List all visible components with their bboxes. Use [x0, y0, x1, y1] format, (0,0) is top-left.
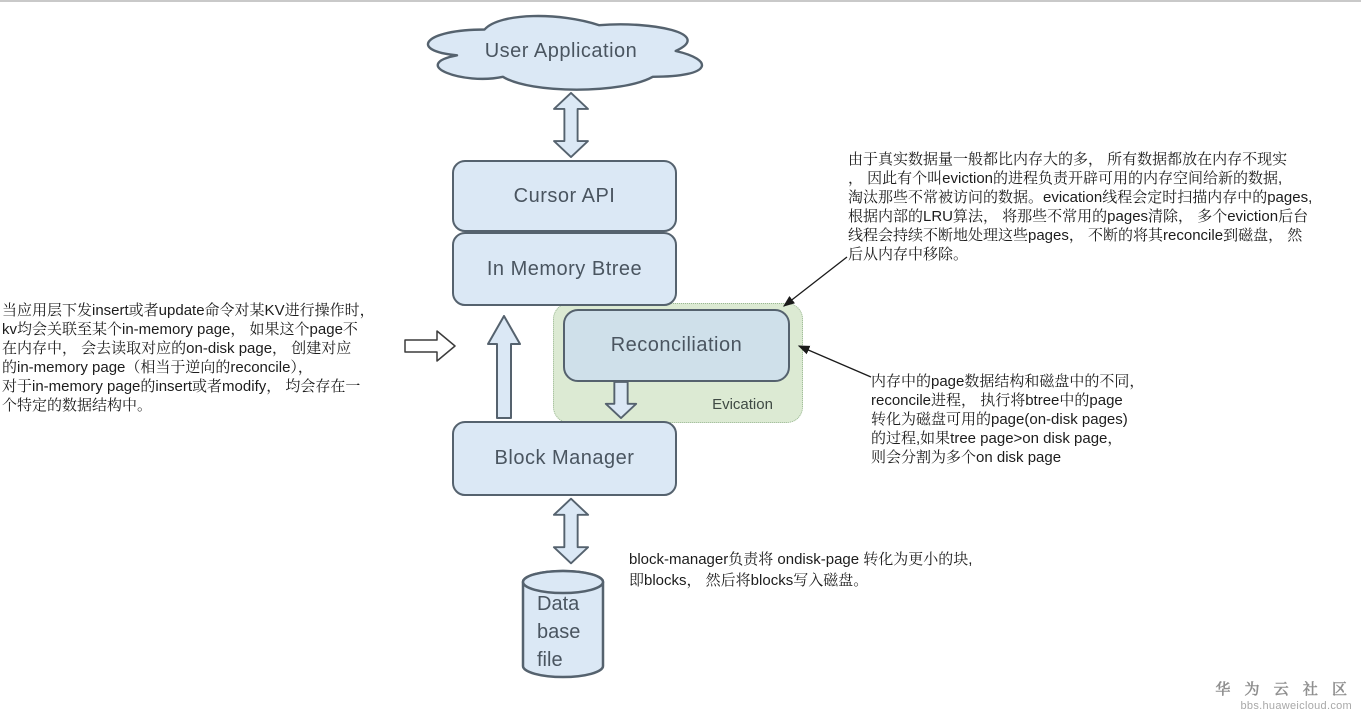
node-cursor-api [452, 160, 677, 232]
double-arrow-icon [552, 497, 590, 565]
node-label: User Application [484, 39, 638, 62]
watermark-title: 华 为 云 社 区 [1215, 681, 1352, 698]
node-reconciliation [563, 309, 790, 382]
note-line: kv均会关联至某个in-memory page， 如果这个page不 [2, 321, 358, 338]
note-line: 的in-memory page（相当于逆向的reconcile）， [2, 359, 313, 376]
up-arrow-icon [487, 315, 521, 419]
note-line: reconcile进程， 执行将btree中的page [871, 392, 1123, 409]
note-reconcile [871, 372, 1171, 467]
note-line: 当应用层下发insert或者update命令对某KV进行操作时， [2, 302, 375, 319]
note-block-manager [629, 550, 1039, 591]
watermark [1215, 678, 1352, 712]
note-line: 线程会持续不断地处理这些pages， 不断的将其reconcile到磁盘， 然 [848, 227, 1303, 244]
down-arrow-icon [604, 381, 638, 419]
node-database-file [537, 590, 580, 674]
leader-line-eviction-note [784, 257, 847, 306]
node-label: In Memory Btree [486, 257, 643, 280]
node-in-memory-btree [452, 232, 677, 306]
note-line: 内存中的page数据结构和磁盘中的不同， [871, 373, 1145, 390]
top-divider [0, 0, 1361, 2]
node-label: Reconciliation [610, 334, 743, 356]
eviction-region-label: Evication [712, 396, 773, 413]
note-line: 即blocks， 然后将blocks写入磁盘。 [629, 571, 869, 589]
leader-line-reconcile-note [799, 346, 871, 377]
double-arrow-icon [552, 92, 590, 158]
node-label-line: file [537, 649, 563, 671]
note-line: 淘汰那些不常被访问的数据。evication线程会定时扫描内存中的pages, [848, 189, 1313, 206]
note-line: 的过程,如果tree page>on disk page， [871, 430, 1123, 447]
node-label: Cursor API [513, 184, 616, 207]
node-label-line: base [537, 621, 581, 643]
note-eviction [848, 150, 1360, 264]
note-line: ， 因此有个叫eviction的进程负责开辟可用的内存空间给新的数据, [848, 170, 1283, 187]
note-line: 根据内部的LRU算法， 将那些不常用的pages清除， 多个eviction后台 [848, 208, 1309, 225]
note-line: block-manager负责将 ondisk-page 转化为更小的块, [629, 551, 973, 568]
node-block-manager [452, 421, 677, 496]
node-label: Block Manager [494, 447, 635, 469]
note-line: 后从内存中移除。 [848, 246, 969, 263]
watermark-url: bbs.huaweicloud.com [1240, 700, 1352, 712]
note-line: 个特定的数据结构中。 [2, 397, 153, 414]
note-line: 对于in-memory page的insert或者modify， 均会存在一 [2, 378, 361, 395]
node-label-line: Data [537, 593, 580, 615]
node-user-application [402, 8, 720, 94]
note-line: 则会分割为多个on disk page [871, 449, 1062, 466]
note-line: 由于真实数据量一般都比内存大的多， 所有数据都放在内存不现实 [848, 151, 1288, 168]
note-line: 在内存中， 会去读取对应的on-disk page， 创建对应 [2, 340, 352, 357]
note-insert-update [2, 301, 414, 415]
note-line: 转化为磁盘可用的page(on-disk pages) [871, 411, 1128, 428]
